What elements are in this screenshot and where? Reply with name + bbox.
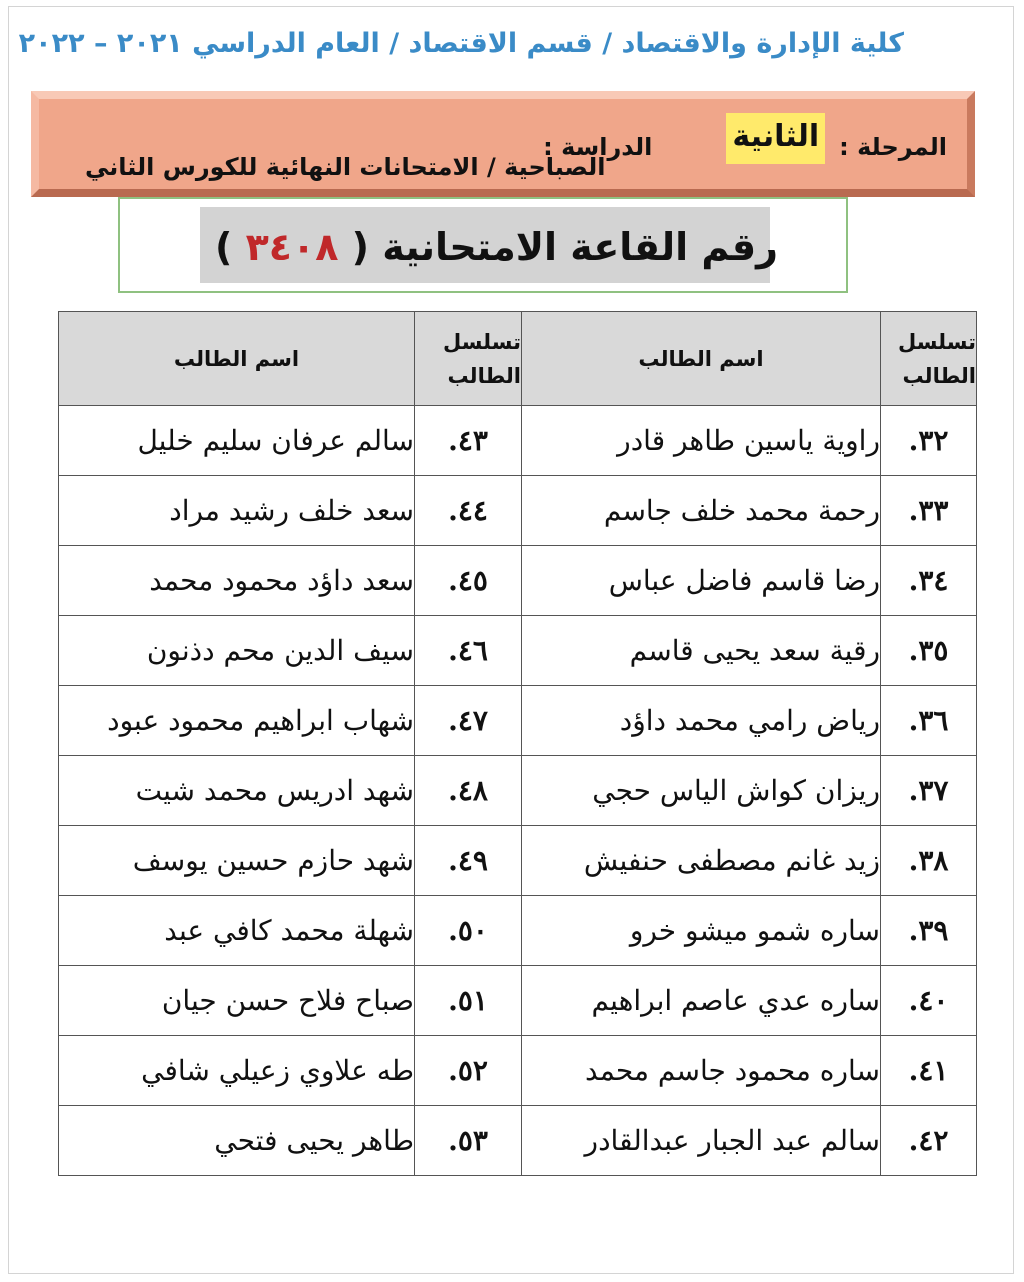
study-value: الصباحية / الامتحانات النهائية للكورس الثاني <box>85 153 606 181</box>
hall-label: رقم القاعة الامتحانية ( <box>351 225 778 269</box>
seq-cell: ٤٣. <box>415 406 522 476</box>
table-row <box>59 476 977 546</box>
table-row <box>59 686 977 756</box>
hall-title <box>198 217 778 277</box>
name-cell: رحمة محمد خلف جاسم <box>522 476 881 546</box>
name-cell: زيد غانم مصطفى حنفيش <box>522 826 881 896</box>
hall-number: ٣٤٠٨ <box>245 225 339 269</box>
seq-cell: ٣٧. <box>881 756 977 826</box>
seq-cell: ٤٨. <box>415 756 522 826</box>
seq-cell: ٣٩. <box>881 896 977 966</box>
name-cell: ساره عدي عاصم ابراهيم <box>522 966 881 1036</box>
seq-cell: ٣٣. <box>881 476 977 546</box>
name-cell: سعد داؤد محمود محمد <box>59 546 415 616</box>
name-cell: ساره شمو ميشو خرو <box>522 896 881 966</box>
stage-value: الثانية <box>726 113 825 164</box>
table-row <box>59 966 977 1036</box>
name-cell: طاهر يحيى فتحي <box>59 1106 415 1176</box>
seq-cell: ٤٢. <box>881 1106 977 1176</box>
seq-cell: ٥٢. <box>415 1036 522 1106</box>
seq-cell: ٤٦. <box>415 616 522 686</box>
table-header-row <box>59 312 977 406</box>
name-cell: شهد ادريس محمد شيت <box>59 756 415 826</box>
stage-banner <box>31 91 975 197</box>
name-cell: ريزان كواش الياس حجي <box>522 756 881 826</box>
seq-cell: ٣٥. <box>881 616 977 686</box>
name-cell: راوية ياسين طاهر قادر <box>522 406 881 476</box>
seq-cell: ٥١. <box>415 966 522 1036</box>
table-row <box>59 896 977 966</box>
seq-cell: ٤٥. <box>415 546 522 616</box>
seq-cell: ٤٠. <box>881 966 977 1036</box>
table-row <box>59 616 977 686</box>
table-row <box>59 546 977 616</box>
hall-close: ) <box>215 225 233 269</box>
seq-cell: ٥٣. <box>415 1106 522 1176</box>
seq-cell: ٣٢. <box>881 406 977 476</box>
name-cell: رقية سعد يحيى قاسم <box>522 616 881 686</box>
name-cell: سالم عبد الجبار عبدالقادر <box>522 1106 881 1176</box>
name-cell: ساره محمود جاسم محمد <box>522 1036 881 1106</box>
study-label: الدراسة : <box>543 133 653 161</box>
college-header: كلية الإدارة والاقتصاد / قسم الاقتصاد / العام الدراسي ٢٠٢١ – ٢٠٢٢ <box>18 28 904 59</box>
name-cell: صباح فلاح حسن جيان <box>59 966 415 1036</box>
seq-cell: ٤٧. <box>415 686 522 756</box>
name-header-left: اسم الطالب <box>59 312 415 406</box>
hall-number-box <box>118 197 848 293</box>
seq-header-right: تسلسل الطالب <box>881 312 977 406</box>
stage-label: المرحلة : <box>839 133 947 161</box>
seq-cell: ٣٤. <box>881 546 977 616</box>
table-row <box>59 756 977 826</box>
name-cell: رياض رامي محمد داؤد <box>522 686 881 756</box>
table-row <box>59 826 977 896</box>
seq-header-left: تسلسل الطالب <box>415 312 522 406</box>
seq-cell: ٥٠. <box>415 896 522 966</box>
table-row <box>59 1036 977 1106</box>
name-cell: سالم عرفان سليم خليل <box>59 406 415 476</box>
seq-cell: ٤٤. <box>415 476 522 546</box>
student-table <box>58 311 977 1176</box>
name-header-right: اسم الطالب <box>522 312 881 406</box>
name-cell: طه علاوي زعيلي شافي <box>59 1036 415 1106</box>
name-cell: رضا قاسم فاضل عباس <box>522 546 881 616</box>
seq-cell: ٣٦. <box>881 686 977 756</box>
name-cell: شهلة محمد كافي عبد <box>59 896 415 966</box>
table-row <box>59 1106 977 1176</box>
seq-cell: ٤١. <box>881 1036 977 1106</box>
name-cell: سيف الدين محم دذنون <box>59 616 415 686</box>
name-cell: سعد خلف رشيد مراد <box>59 476 415 546</box>
name-cell: شهد حازم حسين يوسف <box>59 826 415 896</box>
name-cell: شهاب ابراهيم محمود عبود <box>59 686 415 756</box>
seq-cell: ٣٨. <box>881 826 977 896</box>
table-row <box>59 406 977 476</box>
seq-cell: ٤٩. <box>415 826 522 896</box>
